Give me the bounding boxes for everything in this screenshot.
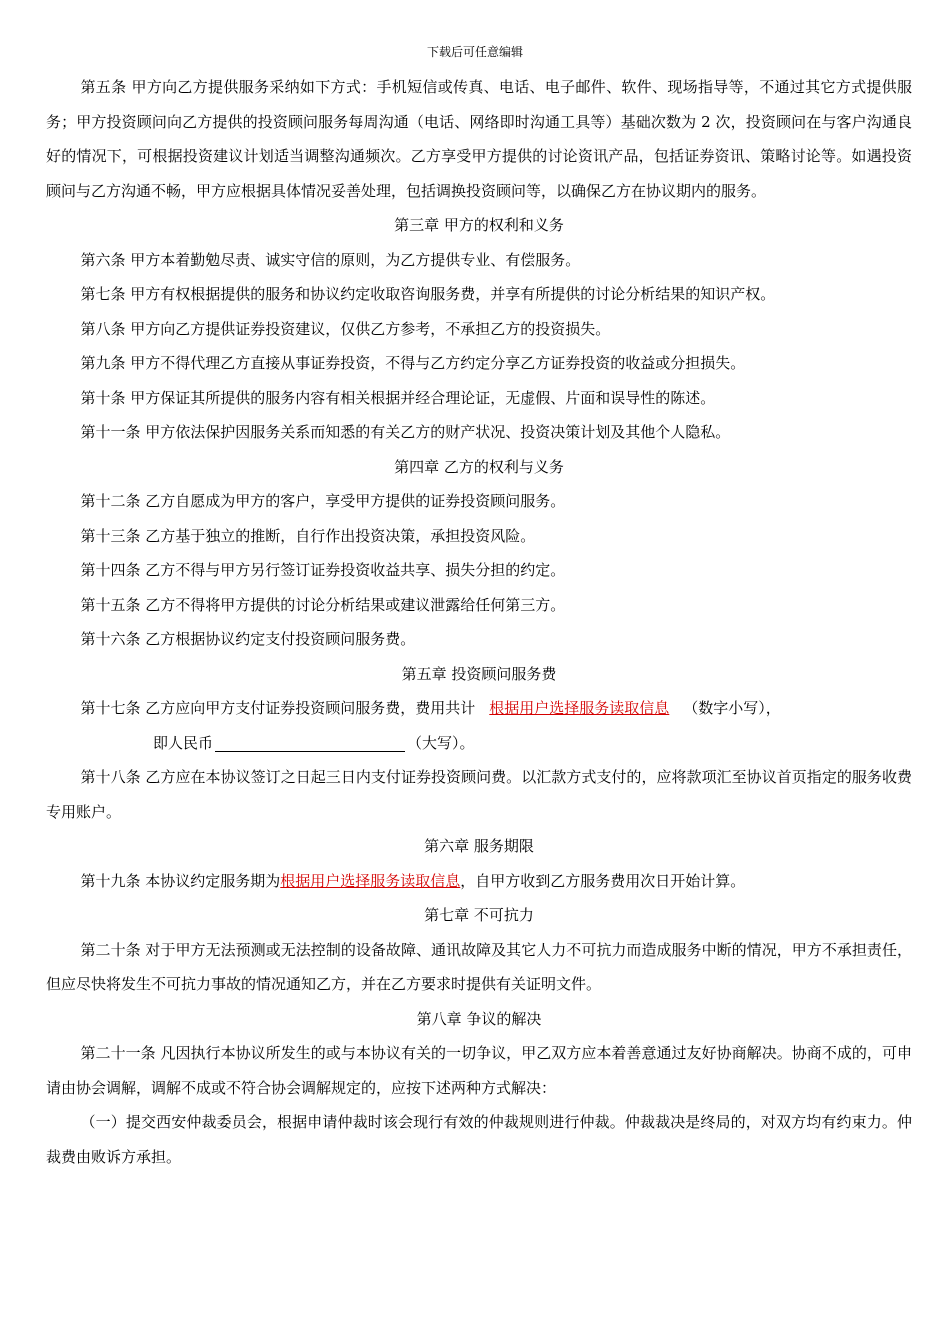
article-17-rmb-line: [46, 726, 912, 761]
article-15: 第十五条 乙方不得将甲方提供的讨论分析结果或建议泄露给任何第三方。: [80, 595, 566, 614]
article-11: 第十一条 甲方依法保护因服务关系而知悉的有关乙方的财产状况、投资决策计划及其他个人隐私。: [80, 423, 731, 441]
chapter-5-title: 第五章 投资顾问服务费: [401, 664, 557, 683]
article-18: 第十八条 乙方应在本协议签订之日起三日内支付证券投资顾问费。以汇款方式支付的，应将款项汇至协议首页指定的服务收费专用账户。: [46, 768, 912, 821]
article-16: 第十六条 乙方根据协议约定支付投资顾问服务费。: [80, 630, 416, 648]
document-body: [46, 70, 912, 1174]
article-21-item-1: （一）提交西安仲裁委员会，根据申请仲裁时该会现行有效的仲裁规则进行仲裁。仲裁裁决是终局的，对双方均有约束力。仲裁费由败诉方承担。: [46, 1113, 912, 1166]
article-6: 第六条 甲方本着勤勉尽责、诚实守信的原则，为乙方提供专业、有偿服务。: [80, 250, 581, 269]
article-17: [46, 691, 912, 726]
chapter-3-title: 第三章 甲方的权利和义务: [394, 216, 564, 234]
chapter-7-title: 第七章 不可抗力: [424, 906, 534, 924]
article-10: 第十条 甲方保证其所提供的服务内容有相关根据并经合理论证，无虚假、片面和误导性的陈述。: [80, 388, 716, 407]
article-20: 第二十条 对于甲方无法预测或无法控制的设备故障、通讯故障及其它人力不可抗力而造成服务中断的情况，甲方不承担责任，但应尽快将发生不可抗力事故的情况通知乙方，并在乙方要求时提供有关证明文件。: [46, 940, 912, 993]
article-19: [46, 864, 912, 899]
article-17-text: 第十七条 乙方应向甲方支付证券投资顾问服务费，费用共计: [80, 699, 476, 717]
article-14: 第十四条 乙方不得与甲方另行签订证券投资收益共享、损失分担的约定。: [80, 561, 566, 579]
rmb-amount-blank[interactable]: [215, 733, 405, 752]
period-placeholder-link[interactable]: 根据用户选择服务读取信息: [280, 871, 461, 890]
article-12: 第十二条 乙方自愿成为甲方的客户，享受甲方提供的证券投资顾问服务。: [80, 492, 566, 510]
article-19-text-end: ，自甲方收到乙方服务费用次日开始计算。: [460, 871, 746, 890]
chapter-6-title: 第六章 服务期限: [424, 837, 534, 855]
article-19-text: 第十九条 本协议约定服务期为: [80, 871, 281, 890]
article-13: 第十三条 乙方基于独立的推断，自行作出投资决策，承担投资风险。: [80, 526, 536, 545]
article-8: 第八条 甲方向乙方提供证券投资建议，仅供乙方参考，不承担乙方的投资损失。: [80, 319, 611, 338]
fee-placeholder-link[interactable]: 根据用户选择服务读取信息: [489, 699, 670, 717]
chapter-4-title: 第四章 乙方的权利与义务: [394, 457, 564, 476]
chapter-8-title: 第八章 争议的解决: [416, 1009, 542, 1028]
page-header: 下载后可任意编辑: [426, 45, 523, 59]
article-9: 第九条 甲方不得代理乙方直接从事证券投资，不得与乙方约定分享乙方证券投资的收益或分担损失。: [80, 354, 746, 372]
article-17-lowercase-note: （数字小写），: [683, 699, 781, 717]
rmb-label: 即人民币: [153, 733, 214, 752]
article-7: 第七条 甲方有权根据提供的服务和协议约定收取咨询服务费，并享有所提供的讨论分析结果的知识产权。: [80, 285, 776, 303]
uppercase-note: （大写）。: [407, 733, 475, 752]
article-5: 第五条 甲方向乙方提供服务采纳如下方式：手机短信或传真、电话、电子邮件、软件、现场指导等，不通过其它方式提供服务；甲方投资顾问向乙方提供的投资顾问服务每周沟通（电话、网络即时沟通工具等）基础次数为 2 次，投资顾问在与客户沟通良好的情况下，可根据投资建议计划适当调整沟通频次。乙方享受甲方提供的讨论资讯产品，包括证券资讯、策略讨论等。如遇投资顾问与乙方沟通不畅，甲方应根据具体情况妥善处理，包括调换投资顾问等，以确保乙方在协议期内的服务。: [46, 78, 912, 200]
article-21: 第二十一条 凡因执行本协议所发生的或与本协议有关的一切争议，甲乙双方应本着善意通过友好协商解决。协商不成的，可申请由协会调解，调解不成或不符合协会调解规定的，应按下述两种方式解决：: [46, 1044, 912, 1097]
